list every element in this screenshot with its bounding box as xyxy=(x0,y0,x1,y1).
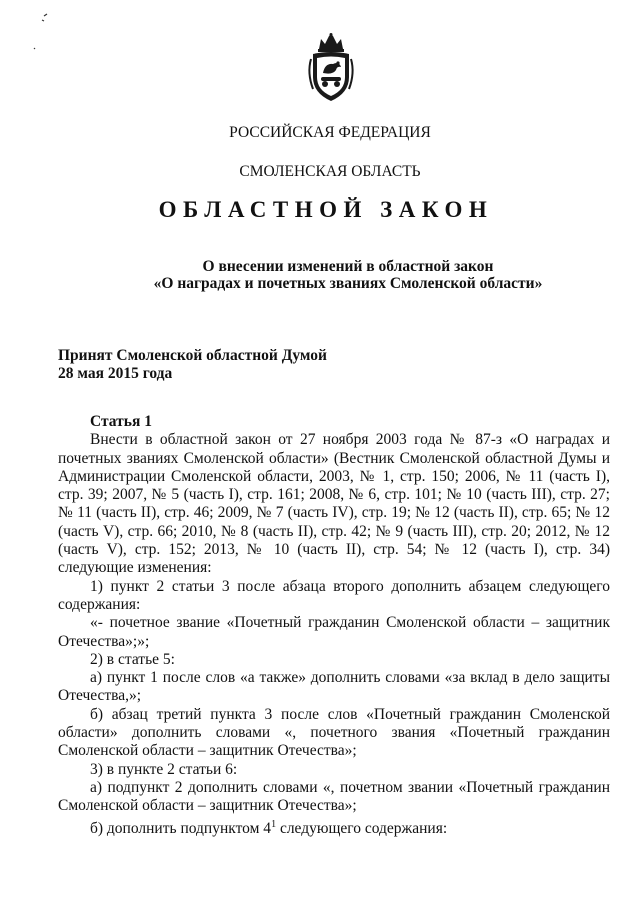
article-paragraph: а) пункт 1 после слов «а также» дополнить словами «за вклад в дело защиты Отечества,»; xyxy=(58,669,610,705)
last-paragraph-suffix: следующего содержания: xyxy=(276,819,448,837)
article-paragraph: б) абзац третий пункта 3 после слов «Почетный гражданин Смоленской области» дополнить словами «, почетного звания «Почетный гражданин Смоленской области – защитник Отечества»; xyxy=(58,705,610,760)
article-paragraph: 3) в пункте 2 статьи 6: xyxy=(90,760,238,778)
article-paragraph-last xyxy=(58,816,610,838)
article-paragraph: 2) в статье 5: xyxy=(90,650,175,668)
adoption-body: Принят Смоленской областной Думой xyxy=(58,347,327,364)
law-title-line-1: О внесении изменений в областной закон xyxy=(202,258,494,275)
scan-speck-marks xyxy=(30,12,50,52)
coat-of-arms-icon xyxy=(303,33,359,103)
article-paragraph: «- почетное звание «Почетный гражданин Смоленской области – защитник Отечества»;»; xyxy=(58,614,610,650)
article-paragraph: 1) пункт 2 статьи 3 после абзаца второго дополнить абзацем следующего содержания: xyxy=(58,577,610,613)
adoption-date: 28 мая 2015 года xyxy=(58,365,173,382)
last-paragraph-prefix: б) дополнить подпунктом 4 xyxy=(90,819,272,837)
region-heading: СМОЛЕНСКАЯ ОБЛАСТЬ xyxy=(239,163,421,180)
article-body xyxy=(58,413,610,838)
article-heading: Статья 1 xyxy=(90,413,152,430)
article-paragraph: а) подпункт 2 дополнить словами «, почетном звании «Почетный гражданин Смоленской области – защитник Отечества»; xyxy=(58,778,610,815)
article-paragraph: Внести в областной закон от 27 ноября 2003 года № 87-з «О наградах и почетных званиях Смоленской области» (Вестник Смоленской областной Думы и Администрации Смоленской области, 2003, № 1, стр. 150; 2006, № 11 (часть I), стр. 39; 2007, № 5 (часть I), стр. 161; 2008, № 6, стр. 101; № 10 (часть III), стр. 27; № 11 (часть II), стр. 46; 2009, № 7 (часть IV), стр. 19; № 12 (часть II), стр. 65; № 12 (часть V), стр. 66; 2010, № 8 (часть II), стр. 42; № 9 (часть III), стр. 20; 2012, № 12 (часть V), стр. 152; 2013, № 10 (часть II), стр. 54; № 12 (часть I), стр. 34) следующие изменения: xyxy=(58,431,610,577)
last-paragraph-superscript: 1 xyxy=(271,818,277,830)
law-title-line-2: «О наградах и почетных званиях Смоленской области» xyxy=(153,275,543,292)
country-heading: РОССИЙСКАЯ ФЕДЕРАЦИЯ xyxy=(229,124,431,141)
document-type-title: ОБЛАСТНОЙ ЗАКОН xyxy=(158,197,494,222)
